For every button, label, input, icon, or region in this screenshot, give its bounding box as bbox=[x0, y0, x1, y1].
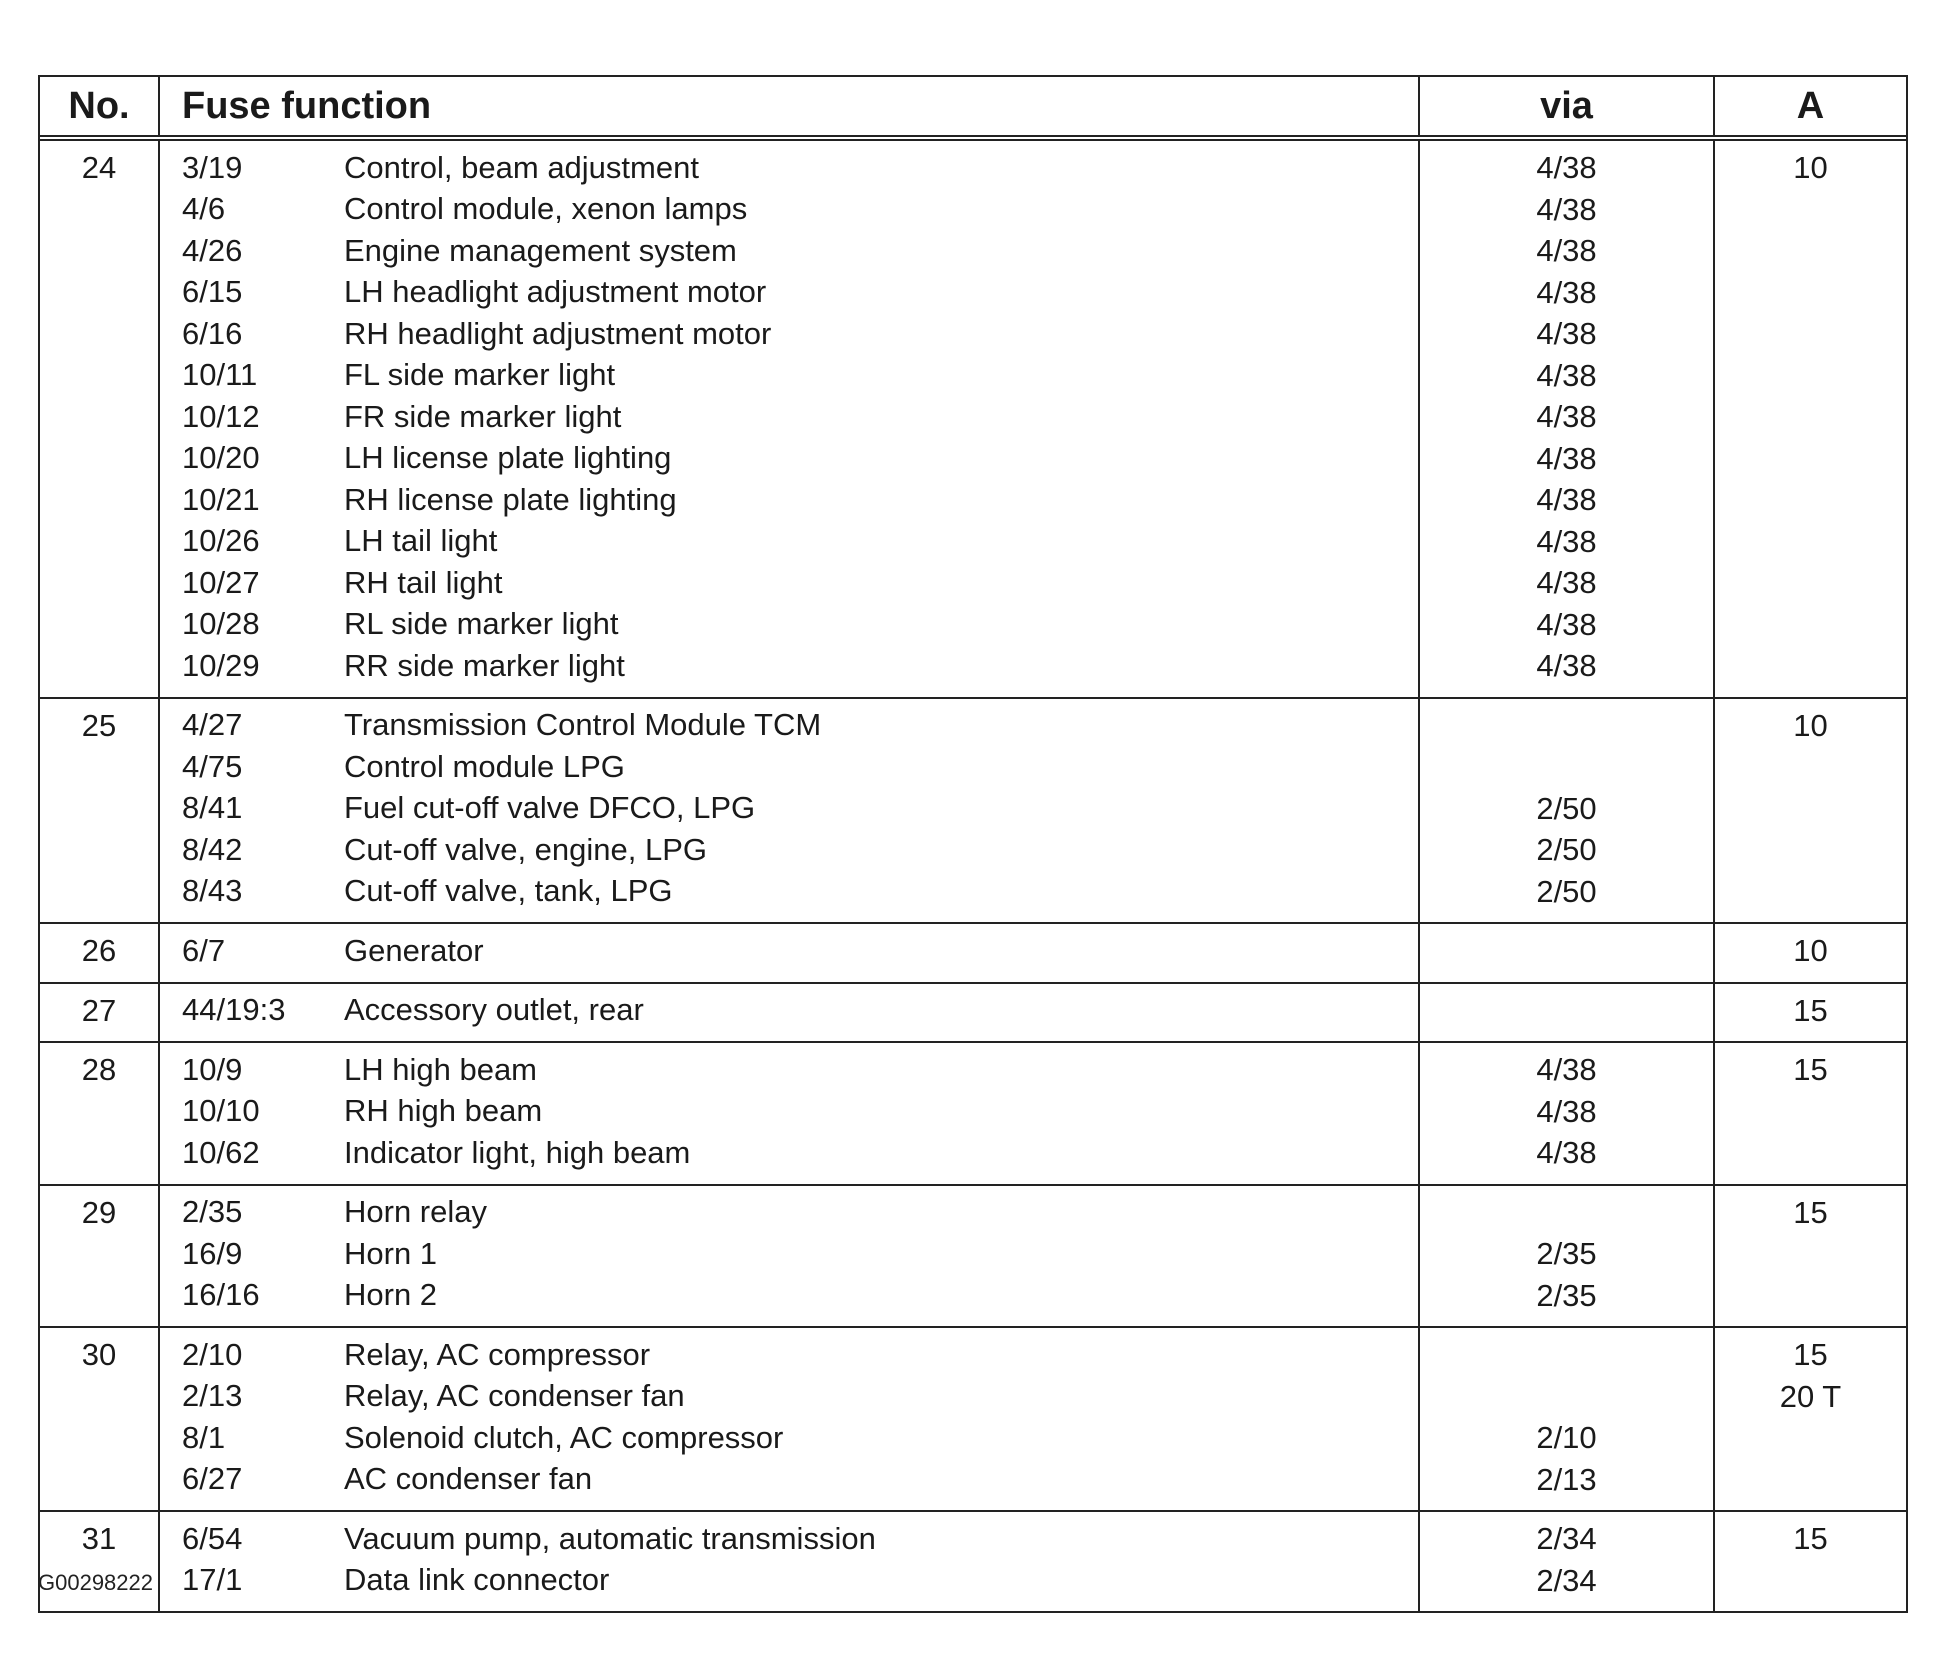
component-description: LH high beam bbox=[344, 1051, 538, 1087]
table-row bbox=[182, 705, 1418, 747]
via-value bbox=[1420, 705, 1713, 747]
component-description: Horn 1 bbox=[344, 1235, 438, 1271]
table-row bbox=[182, 604, 1418, 646]
component-code: 10/27 bbox=[182, 564, 260, 600]
via-value: 2/50 bbox=[1536, 832, 1597, 867]
via-value bbox=[1420, 930, 1713, 972]
fuse-number: 28 bbox=[40, 1043, 160, 1184]
component-code: 10/10 bbox=[182, 1093, 260, 1129]
component-code: 10/21 bbox=[182, 481, 260, 517]
component-description: AC condenser fan bbox=[344, 1461, 593, 1497]
fuse-number: 24 bbox=[40, 141, 160, 697]
via-value: 2/35 bbox=[1536, 1236, 1597, 1271]
component-code: 10/11 bbox=[182, 357, 258, 393]
component-description: Control, beam adjustment bbox=[344, 149, 699, 185]
component-code: 4/26 bbox=[182, 232, 243, 268]
table-row bbox=[182, 788, 1418, 830]
fuse-group bbox=[40, 1184, 1906, 1327]
component-code: 16/16 bbox=[182, 1277, 260, 1313]
component-code: 17/1 bbox=[182, 1562, 243, 1598]
table-row bbox=[182, 930, 1418, 972]
via-value: 4/38 bbox=[1536, 1052, 1597, 1087]
component-code: 10/62 bbox=[182, 1134, 260, 1170]
component-description: Relay, AC compressor bbox=[344, 1336, 651, 1372]
component-description: Data link connector bbox=[344, 1562, 610, 1598]
table-row bbox=[182, 1233, 1418, 1275]
via-value: 2/34 bbox=[1536, 1562, 1597, 1598]
via-column bbox=[1420, 1186, 1715, 1327]
fuse-functions bbox=[160, 1328, 1420, 1510]
via-value bbox=[1420, 746, 1713, 788]
component-code: 8/41 bbox=[182, 790, 243, 826]
component-description: Cut-off valve, engine, LPG bbox=[344, 831, 708, 867]
table-row bbox=[182, 521, 1418, 563]
via-value: 4/38 bbox=[1536, 606, 1597, 642]
via-value: 2/50 bbox=[1536, 790, 1597, 826]
amperage-column bbox=[1715, 699, 1906, 923]
component-code: 10/20 bbox=[182, 440, 260, 476]
component-code: 6/15 bbox=[182, 274, 243, 310]
fuse-number: 27 bbox=[40, 984, 160, 1042]
table-header bbox=[40, 77, 1906, 141]
via-value: 2/34 bbox=[1536, 1521, 1597, 1556]
component-description: RL side marker light bbox=[344, 606, 619, 642]
fuse-group bbox=[40, 1326, 1906, 1510]
component-description: Horn relay bbox=[344, 1194, 487, 1230]
component-description: LH headlight adjustment motor bbox=[344, 274, 767, 310]
via-value: 4/38 bbox=[1536, 482, 1597, 517]
component-code: 2/13 bbox=[182, 1378, 243, 1414]
via-value bbox=[1420, 990, 1713, 1032]
table-row bbox=[182, 1192, 1418, 1234]
fuse-functions bbox=[160, 141, 1420, 697]
table-row bbox=[182, 272, 1418, 314]
amperage-column bbox=[1715, 924, 1906, 982]
table-row bbox=[182, 1275, 1418, 1317]
amperage-value: 10 bbox=[1793, 150, 1828, 185]
component-code: 6/7 bbox=[182, 932, 226, 968]
table-row bbox=[182, 438, 1418, 480]
via-value: 4/38 bbox=[1536, 316, 1597, 351]
fuse-functions bbox=[160, 984, 1420, 1042]
header-via: via bbox=[1420, 77, 1715, 135]
figure-id: G00298222 bbox=[38, 1570, 153, 1595]
via-value: 2/10 bbox=[1536, 1420, 1597, 1455]
component-code: 8/42 bbox=[182, 831, 243, 867]
component-description: Cut-off valve, tank, LPG bbox=[344, 873, 673, 909]
component-description: RH high beam bbox=[344, 1093, 543, 1129]
table-row bbox=[182, 871, 1418, 913]
component-code: 6/54 bbox=[182, 1520, 243, 1556]
table-row bbox=[182, 147, 1418, 189]
component-description: Vacuum pump, automatic transmission bbox=[344, 1520, 876, 1556]
via-value: 4/38 bbox=[1536, 565, 1597, 600]
component-description: Engine management system bbox=[344, 232, 737, 268]
table-row bbox=[182, 1132, 1418, 1174]
component-code: 8/1 bbox=[182, 1419, 226, 1455]
table-body bbox=[40, 141, 1906, 1611]
via-value: 4/38 bbox=[1536, 357, 1597, 393]
via-value bbox=[1420, 1334, 1713, 1376]
table-row bbox=[182, 990, 1418, 1032]
component-code: 4/6 bbox=[182, 191, 226, 227]
header-fuse-function: Fuse function bbox=[160, 77, 1420, 135]
component-description: Fuel cut-off valve DFCO, LPG bbox=[344, 790, 756, 826]
fuse-number: 25 bbox=[40, 699, 160, 923]
amperage-value: 15 bbox=[1793, 1337, 1828, 1372]
component-description: RH headlight adjustment motor bbox=[344, 315, 772, 351]
via-value: 4/38 bbox=[1536, 150, 1597, 185]
via-column bbox=[1420, 141, 1715, 697]
table-row bbox=[182, 1560, 1418, 1602]
via-value: 4/38 bbox=[1536, 233, 1597, 268]
component-code: 4/75 bbox=[182, 748, 243, 784]
via-value: 4/38 bbox=[1536, 399, 1597, 434]
fuse-number: 29 bbox=[40, 1186, 160, 1327]
via-value: 4/38 bbox=[1536, 274, 1597, 310]
amperage-column bbox=[1715, 1186, 1906, 1327]
component-description: FL side marker light bbox=[344, 357, 616, 393]
table-row bbox=[182, 230, 1418, 272]
fuse-group bbox=[40, 982, 1906, 1042]
via-value: 2/35 bbox=[1536, 1277, 1597, 1313]
amperage-value: 20 T bbox=[1779, 1378, 1842, 1414]
fuse-group bbox=[40, 1510, 1906, 1611]
table-row bbox=[182, 355, 1418, 397]
table-row bbox=[182, 829, 1418, 871]
via-value: 4/38 bbox=[1536, 191, 1597, 227]
table-row bbox=[182, 1417, 1418, 1459]
component-description: Generator bbox=[344, 932, 484, 968]
amperage-value: 10 bbox=[1793, 933, 1828, 968]
fuse-functions bbox=[160, 1186, 1420, 1327]
via-value bbox=[1420, 1376, 1713, 1418]
component-code: 8/43 bbox=[182, 873, 243, 909]
amperage-value: 15 bbox=[1793, 1052, 1828, 1087]
table-row bbox=[182, 396, 1418, 438]
header-no: No. bbox=[40, 77, 160, 135]
via-value: 4/38 bbox=[1536, 1093, 1597, 1129]
component-description: RR side marker light bbox=[344, 647, 625, 683]
component-code: 2/10 bbox=[182, 1336, 243, 1372]
component-code: 10/29 bbox=[182, 647, 260, 683]
via-value: 4/38 bbox=[1536, 523, 1597, 559]
component-description: Transmission Control Module TCM bbox=[344, 707, 822, 743]
component-code: 44/19:3 bbox=[182, 992, 286, 1028]
via-column bbox=[1420, 924, 1715, 982]
fuse-number: 31 bbox=[40, 1512, 160, 1611]
fuse-group bbox=[40, 141, 1906, 697]
amperage-value: 15 bbox=[1793, 1521, 1828, 1556]
fuse-functions bbox=[160, 1043, 1420, 1184]
fuse-group bbox=[40, 697, 1906, 923]
fuse-functions bbox=[160, 1512, 1420, 1611]
via-value: 4/38 bbox=[1536, 648, 1597, 683]
table-row bbox=[182, 1459, 1418, 1501]
component-description: Solenoid clutch, AC compressor bbox=[344, 1419, 784, 1455]
amperage-value: 10 bbox=[1793, 707, 1828, 743]
via-value: 4/38 bbox=[1536, 1135, 1597, 1170]
component-description: Indicator light, high beam bbox=[344, 1134, 691, 1170]
table-row bbox=[182, 1376, 1418, 1418]
via-column bbox=[1420, 699, 1715, 923]
amperage-value: 15 bbox=[1793, 992, 1828, 1028]
component-description: Control module, xenon lamps bbox=[344, 191, 748, 227]
via-column bbox=[1420, 1512, 1715, 1611]
component-description: Relay, AC condenser fan bbox=[344, 1378, 685, 1414]
table-row bbox=[182, 746, 1418, 788]
component-description: Accessory outlet, rear bbox=[344, 992, 644, 1028]
table-row bbox=[182, 1518, 1418, 1560]
fuse-functions bbox=[160, 699, 1420, 923]
component-code: 2/35 bbox=[182, 1194, 243, 1230]
via-value: 4/38 bbox=[1536, 440, 1597, 476]
via-column bbox=[1420, 984, 1715, 1042]
table-row bbox=[182, 1334, 1418, 1376]
component-code: 10/26 bbox=[182, 523, 260, 559]
fuse-number: 30 bbox=[40, 1328, 160, 1510]
table-row bbox=[182, 189, 1418, 231]
component-description: Control module LPG bbox=[344, 748, 625, 784]
amperage-column bbox=[1715, 1328, 1906, 1510]
amperage-column bbox=[1715, 1512, 1906, 1611]
via-value: 2/50 bbox=[1536, 873, 1597, 909]
component-code: 10/12 bbox=[182, 398, 260, 434]
header-amperage: A bbox=[1796, 84, 1825, 127]
fuse-group bbox=[40, 1041, 1906, 1184]
table-row bbox=[182, 1091, 1418, 1133]
fuse-group bbox=[40, 922, 1906, 982]
component-description: FR side marker light bbox=[344, 398, 622, 434]
via-column bbox=[1420, 1328, 1715, 1510]
component-description: RH tail light bbox=[344, 564, 503, 600]
component-description: Horn 2 bbox=[344, 1277, 438, 1313]
table-row bbox=[182, 1049, 1418, 1091]
amperage-value: 15 bbox=[1793, 1194, 1828, 1230]
via-value: 2/13 bbox=[1536, 1461, 1597, 1497]
fuse-functions bbox=[160, 924, 1420, 982]
amperage-column bbox=[1715, 141, 1906, 697]
component-description: LH license plate lighting bbox=[344, 440, 672, 476]
component-description: LH tail light bbox=[344, 523, 498, 559]
component-code: 6/27 bbox=[182, 1461, 243, 1497]
amperage-column bbox=[1715, 1043, 1906, 1184]
fuse-table bbox=[38, 75, 1908, 1613]
amperage-column bbox=[1715, 984, 1906, 1042]
table-row bbox=[182, 645, 1418, 687]
component-code: 10/28 bbox=[182, 606, 260, 642]
table-row bbox=[182, 313, 1418, 355]
component-code: 4/27 bbox=[182, 707, 243, 743]
table-row bbox=[182, 562, 1418, 604]
fuse-number: 26 bbox=[40, 924, 160, 982]
via-value bbox=[1420, 1192, 1713, 1234]
table-row bbox=[182, 479, 1418, 521]
component-code: 10/9 bbox=[182, 1051, 243, 1087]
via-column bbox=[1420, 1043, 1715, 1184]
component-description: RH license plate lighting bbox=[344, 481, 677, 517]
component-code: 16/9 bbox=[182, 1235, 243, 1271]
component-code: 3/19 bbox=[182, 149, 243, 185]
component-code: 6/16 bbox=[182, 315, 243, 351]
